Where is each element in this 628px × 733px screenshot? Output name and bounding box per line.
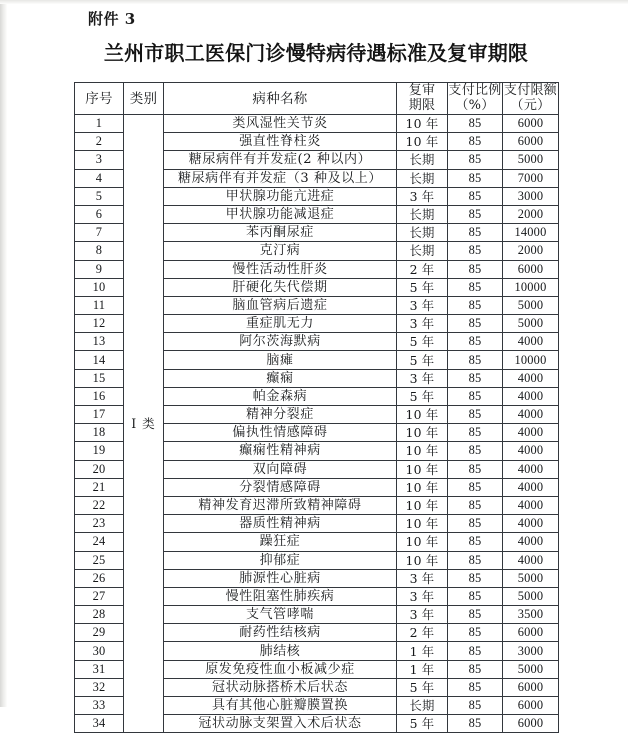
cell-disease-name: 偏执性情感障碍 bbox=[164, 424, 397, 442]
cell-payment-ratio: 85 bbox=[448, 587, 503, 605]
table-header-row bbox=[75, 83, 559, 115]
cell-seq: 5 bbox=[75, 187, 124, 205]
cell-review-term: 长期 bbox=[397, 697, 448, 715]
cell-seq: 18 bbox=[75, 424, 124, 442]
cell-payment-limit: 4000 bbox=[503, 369, 559, 387]
cell-review-term: 3 年 bbox=[397, 587, 448, 605]
cell-seq: 7 bbox=[75, 224, 124, 242]
cell-payment-limit: 4000 bbox=[503, 460, 559, 478]
cell-payment-limit: 6000 bbox=[503, 678, 559, 696]
cell-disease-name: 阿尔茨海默病 bbox=[164, 333, 397, 351]
cell-payment-ratio: 85 bbox=[448, 187, 503, 205]
cell-payment-ratio: 85 bbox=[448, 205, 503, 223]
disease-standards-table-container bbox=[74, 82, 558, 733]
cell-seq: 2 bbox=[75, 133, 124, 151]
cell-disease-name: 帕金森病 bbox=[164, 387, 397, 405]
attachment-label: 附件 3 bbox=[88, 10, 136, 28]
cell-disease-name: 癫痫性精神病 bbox=[164, 442, 397, 460]
cell-seq: 24 bbox=[75, 533, 124, 551]
cell-disease-name: 具有其他心脏瓣膜置换 bbox=[164, 697, 397, 715]
cell-payment-limit: 7000 bbox=[503, 169, 559, 187]
cell-disease-name: 强直性脊柱炎 bbox=[164, 133, 397, 151]
cell-disease-name: 苯丙酮尿症 bbox=[164, 224, 397, 242]
column-header-payment-ratio-line1: 支付比例 bbox=[448, 83, 502, 98]
cell-seq: 25 bbox=[75, 551, 124, 569]
cell-disease-name: 肺结核 bbox=[164, 642, 397, 660]
cell-payment-ratio: 85 bbox=[448, 678, 503, 696]
table-body bbox=[75, 115, 559, 733]
cell-payment-limit: 4000 bbox=[503, 533, 559, 551]
cell-payment-limit: 14000 bbox=[503, 224, 559, 242]
cell-review-term: 5 年 bbox=[397, 678, 448, 696]
cell-seq: 31 bbox=[75, 660, 124, 678]
cell-payment-ratio: 85 bbox=[448, 333, 503, 351]
cell-disease-name: 慢性阻塞性肺疾病 bbox=[164, 587, 397, 605]
cell-payment-ratio: 85 bbox=[448, 351, 503, 369]
column-header-payment-ratio-line2: （%） bbox=[455, 97, 495, 113]
cell-payment-ratio: 85 bbox=[448, 569, 503, 587]
cell-payment-limit: 3000 bbox=[503, 187, 559, 205]
cell-disease-name: 分裂情感障碍 bbox=[164, 478, 397, 496]
cell-review-term: 10 年 bbox=[397, 515, 448, 533]
cell-review-term: 长期 bbox=[397, 242, 448, 260]
cell-seq: 11 bbox=[75, 296, 124, 314]
page-title: 兰州市职工医保门诊慢特病待遇标准及复审期限 bbox=[103, 41, 529, 65]
cell-disease-name: 脑血管病后遗症 bbox=[164, 296, 397, 314]
cell-disease-name: 冠状动脉支架置入术后状态 bbox=[164, 715, 397, 733]
column-header-payment-limit bbox=[503, 83, 559, 115]
cell-payment-ratio: 85 bbox=[448, 460, 503, 478]
cell-review-term: 10 年 bbox=[397, 460, 448, 478]
cell-review-term: 10 年 bbox=[397, 115, 448, 133]
cell-payment-limit: 6000 bbox=[503, 715, 559, 733]
cell-disease-name: 精神发育迟滞所致精神障碍 bbox=[164, 496, 397, 514]
cell-seq: 12 bbox=[75, 315, 124, 333]
cell-payment-limit: 2000 bbox=[503, 205, 559, 223]
cell-payment-limit: 6000 bbox=[503, 115, 559, 133]
cell-disease-name: 抑郁症 bbox=[164, 551, 397, 569]
table-row bbox=[75, 115, 559, 133]
cell-seq: 6 bbox=[75, 205, 124, 223]
cell-payment-limit: 5000 bbox=[503, 151, 559, 169]
cell-seq: 23 bbox=[75, 515, 124, 533]
cell-review-term: 10 年 bbox=[397, 478, 448, 496]
cell-seq: 34 bbox=[75, 715, 124, 733]
cell-payment-ratio: 85 bbox=[448, 315, 503, 333]
cell-review-term: 10 年 bbox=[397, 533, 448, 551]
cell-payment-ratio: 85 bbox=[448, 642, 503, 660]
cell-review-term: 10 年 bbox=[397, 424, 448, 442]
cell-payment-limit: 6000 bbox=[503, 697, 559, 715]
cell-review-term: 3 年 bbox=[397, 296, 448, 314]
cell-seq: 10 bbox=[75, 278, 124, 296]
cell-disease-name: 双向障碍 bbox=[164, 460, 397, 478]
cell-review-term: 3 年 bbox=[397, 187, 448, 205]
cell-payment-ratio: 85 bbox=[448, 369, 503, 387]
cell-seq: 22 bbox=[75, 496, 124, 514]
column-header-review-term-line2: 期限 bbox=[408, 97, 436, 113]
column-header-seq: 序号 bbox=[75, 83, 124, 115]
cell-review-term: 3 年 bbox=[397, 569, 448, 587]
disease-standards-table bbox=[74, 82, 559, 733]
cell-payment-limit: 4000 bbox=[503, 333, 559, 351]
cell-payment-ratio: 85 bbox=[448, 496, 503, 514]
cell-disease-name: 慢性活动性肝炎 bbox=[164, 260, 397, 278]
cell-review-term: 3 年 bbox=[397, 606, 448, 624]
cell-disease-name: 脑瘫 bbox=[164, 351, 397, 369]
cell-payment-limit: 10000 bbox=[503, 351, 559, 369]
cell-disease-name: 类风湿性关节炎 bbox=[164, 115, 397, 133]
cell-seq: 32 bbox=[75, 678, 124, 696]
cell-disease-name: 癫痫 bbox=[164, 369, 397, 387]
cell-seq: 21 bbox=[75, 478, 124, 496]
cell-payment-limit: 4000 bbox=[503, 442, 559, 460]
cell-payment-ratio: 85 bbox=[448, 551, 503, 569]
column-header-review-term-line1: 复审 bbox=[408, 83, 436, 98]
cell-review-term: 5 年 bbox=[397, 387, 448, 405]
cell-payment-limit: 4000 bbox=[503, 496, 559, 514]
cell-disease-name: 原发免疫性血小板减少症 bbox=[164, 660, 397, 678]
cell-review-term: 5 年 bbox=[397, 351, 448, 369]
cell-payment-limit: 5000 bbox=[503, 660, 559, 678]
cell-seq: 8 bbox=[75, 242, 124, 260]
cell-review-term: 1 年 bbox=[397, 642, 448, 660]
column-header-payment-ratio bbox=[448, 83, 503, 115]
cell-seq: 15 bbox=[75, 369, 124, 387]
cell-payment-limit: 4000 bbox=[503, 387, 559, 405]
cell-payment-ratio: 85 bbox=[448, 406, 503, 424]
cell-disease-name: 甲状腺功能亢进症 bbox=[164, 187, 397, 205]
cell-payment-ratio: 85 bbox=[448, 442, 503, 460]
cell-disease-name: 糖尿病伴有并发症(2 种以内） bbox=[164, 151, 397, 169]
cell-payment-ratio: 85 bbox=[448, 387, 503, 405]
cell-disease-name: 器质性精神病 bbox=[164, 515, 397, 533]
cell-seq: 28 bbox=[75, 606, 124, 624]
cell-payment-limit: 4000 bbox=[503, 478, 559, 496]
cell-seq: 9 bbox=[75, 260, 124, 278]
cell-review-term: 10 年 bbox=[397, 551, 448, 569]
cell-disease-name: 克汀病 bbox=[164, 242, 397, 260]
cell-review-term: 长期 bbox=[397, 169, 448, 187]
cell-payment-ratio: 85 bbox=[448, 660, 503, 678]
cell-payment-ratio: 85 bbox=[448, 606, 503, 624]
cell-payment-ratio: 85 bbox=[448, 278, 503, 296]
cell-seq: 26 bbox=[75, 569, 124, 587]
cell-review-term: 长期 bbox=[397, 205, 448, 223]
table-header bbox=[75, 83, 559, 115]
cell-seq: 20 bbox=[75, 460, 124, 478]
cell-seq: 3 bbox=[75, 151, 124, 169]
cell-disease-name: 冠状动脉搭桥术后状态 bbox=[164, 678, 397, 696]
column-header-category: 类别 bbox=[124, 83, 164, 115]
cell-payment-limit: 3000 bbox=[503, 642, 559, 660]
cell-review-term: 10 年 bbox=[397, 442, 448, 460]
cell-disease-name: 支气管哮喘 bbox=[164, 606, 397, 624]
cell-seq: 13 bbox=[75, 333, 124, 351]
cell-payment-limit: 6000 bbox=[503, 260, 559, 278]
cell-payment-ratio: 85 bbox=[448, 715, 503, 733]
cell-review-term: 长期 bbox=[397, 224, 448, 242]
cell-disease-name: 肝硬化失代偿期 bbox=[164, 278, 397, 296]
column-header-payment-limit-line1: 支付限额 bbox=[503, 83, 558, 98]
cell-review-term: 3 年 bbox=[397, 369, 448, 387]
cell-review-term: 1 年 bbox=[397, 660, 448, 678]
cell-disease-name: 耐药性结核病 bbox=[164, 624, 397, 642]
cell-disease-name: 躁狂症 bbox=[164, 533, 397, 551]
cell-seq: 30 bbox=[75, 642, 124, 660]
cell-seq: 16 bbox=[75, 387, 124, 405]
cell-payment-limit: 6000 bbox=[503, 624, 559, 642]
cell-payment-ratio: 85 bbox=[448, 260, 503, 278]
column-header-review-term bbox=[397, 83, 448, 115]
cell-payment-limit: 5000 bbox=[503, 315, 559, 333]
cell-payment-limit: 4000 bbox=[503, 515, 559, 533]
cell-payment-limit: 4000 bbox=[503, 406, 559, 424]
cell-payment-ratio: 85 bbox=[448, 424, 503, 442]
cell-payment-limit: 4000 bbox=[503, 551, 559, 569]
cell-review-term: 5 年 bbox=[397, 278, 448, 296]
cell-payment-ratio: 85 bbox=[448, 115, 503, 133]
cell-review-term: 10 年 bbox=[397, 133, 448, 151]
column-header-payment-limit-line2: （元） bbox=[510, 97, 551, 113]
cell-payment-ratio: 85 bbox=[448, 151, 503, 169]
cell-seq: 14 bbox=[75, 351, 124, 369]
cell-disease-name: 糖尿病伴有并发症（3 种及以上） bbox=[164, 169, 397, 187]
cell-disease-name: 重症肌无力 bbox=[164, 315, 397, 333]
cell-review-term: 10 年 bbox=[397, 496, 448, 514]
cell-disease-name: 精神分裂症 bbox=[164, 406, 397, 424]
cell-seq: 33 bbox=[75, 697, 124, 715]
cell-payment-ratio: 85 bbox=[448, 169, 503, 187]
cell-review-term: 5 年 bbox=[397, 333, 448, 351]
cell-payment-ratio: 85 bbox=[448, 242, 503, 260]
cell-payment-ratio: 85 bbox=[448, 697, 503, 715]
cell-seq: 19 bbox=[75, 442, 124, 460]
cell-payment-ratio: 85 bbox=[448, 624, 503, 642]
cell-seq: 17 bbox=[75, 406, 124, 424]
cell-payment-ratio: 85 bbox=[448, 224, 503, 242]
cell-payment-limit: 3500 bbox=[503, 606, 559, 624]
cell-payment-ratio: 85 bbox=[448, 133, 503, 151]
cell-seq: 27 bbox=[75, 587, 124, 605]
cell-review-term: 3 年 bbox=[397, 315, 448, 333]
cell-review-term: 5 年 bbox=[397, 715, 448, 733]
cell-payment-ratio: 85 bbox=[448, 515, 503, 533]
cell-payment-ratio: 85 bbox=[448, 533, 503, 551]
cell-payment-limit: 4000 bbox=[503, 424, 559, 442]
cell-disease-name: 肺源性心脏病 bbox=[164, 569, 397, 587]
cell-payment-limit: 5000 bbox=[503, 569, 559, 587]
cell-payment-ratio: 85 bbox=[448, 296, 503, 314]
cell-payment-limit: 2000 bbox=[503, 242, 559, 260]
cell-payment-limit: 5000 bbox=[503, 296, 559, 314]
cell-payment-limit: 6000 bbox=[503, 133, 559, 151]
cell-seq: 1 bbox=[75, 115, 124, 133]
cell-payment-ratio: 85 bbox=[448, 478, 503, 496]
cell-review-term: 2 年 bbox=[397, 624, 448, 642]
cell-review-term: 长期 bbox=[397, 151, 448, 169]
cell-category: I 类 bbox=[124, 115, 164, 733]
cell-payment-limit: 10000 bbox=[503, 278, 559, 296]
cell-review-term: 10 年 bbox=[397, 406, 448, 424]
cell-seq: 4 bbox=[75, 169, 124, 187]
cell-disease-name: 甲状腺功能减退症 bbox=[164, 205, 397, 223]
cell-seq: 29 bbox=[75, 624, 124, 642]
cell-review-term: 2 年 bbox=[397, 260, 448, 278]
cell-payment-limit: 5000 bbox=[503, 587, 559, 605]
column-header-disease-name: 病种名称 bbox=[164, 83, 397, 115]
